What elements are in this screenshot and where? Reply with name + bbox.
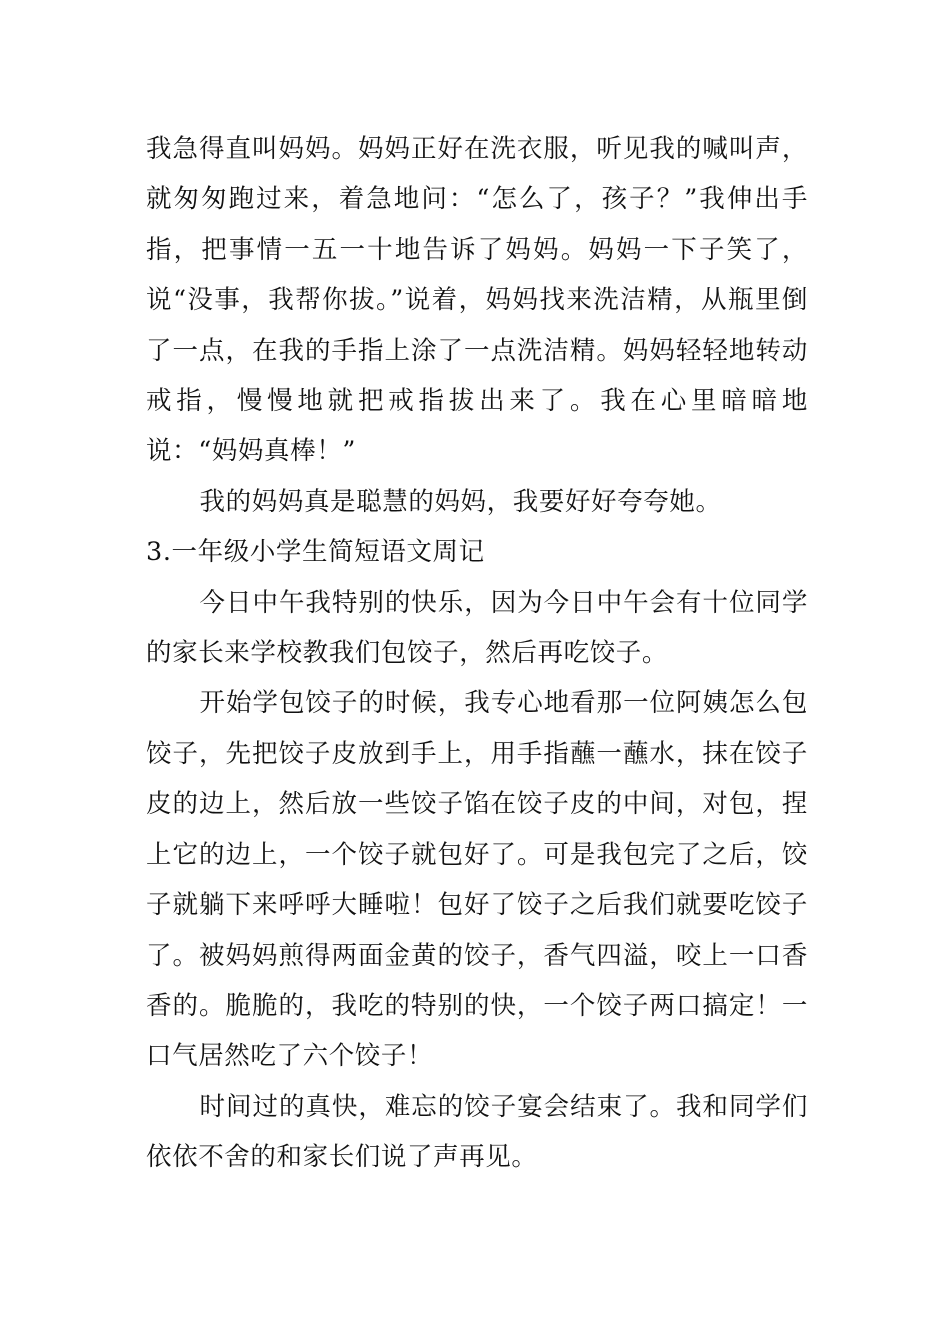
section-heading-weekly-diary: 3.一年级小学生简短语文周记 xyxy=(146,537,485,568)
paragraph-making-dumplings: 开始学包饺子的时候，我专心地看那一位阿姨怎么包饺子，先把饺子皮放到手上，用手指蘸一蘸水，抹在饺子皮的边上，然后放一些饺子馅在饺子皮的中间，对包，捏上它的边上，一个饺子就包好了。可是我包完了之后，饺子就躺下来呼呼大睡啦！包好了饺子之后我们就要吃饺子了。被妈妈煎得两面金黄的饺子，香气四溢，咬上一口香香的。脆脆的，我吃的特别的快，一个饺子两口搞定！一口气居然吃了六个饺子！ xyxy=(146,688,808,1072)
document-body xyxy=(146,124,808,1183)
paragraph-farewell: 时间过的真快，难忘的饺子宴会结束了。我和同学们依依不舍的和家长们说了声再见。 xyxy=(146,1091,808,1173)
paragraph-noon-happy: 今日中午我特别的快乐，因为今日中午会有十位同学的家长来学校教我们包饺子，然后再吃饺子。 xyxy=(146,587,808,669)
paragraph-praise-mother: 我的妈妈真是聪慧的妈妈，我要好好夸夸她。 xyxy=(199,486,722,517)
paragraph-mother-ring: 我急得直叫妈妈。妈妈正好在洗衣服，听见我的喊叫声，就匆匆跑过来，着急地问：“怎么了，孩子？”我伸出手指，把事情一五一十地告诉了妈妈。妈妈一下子笑了，说“没事，我帮你拔。”说着，妈妈找来洗洁精，从瓶里倒了一点，在我的手指上涂了一点洗洁精。妈妈轻轻地转动戒指，慢慢地就把戒指拔出来了。我在心里暗暗地说：“妈妈真棒！” xyxy=(146,134,808,467)
